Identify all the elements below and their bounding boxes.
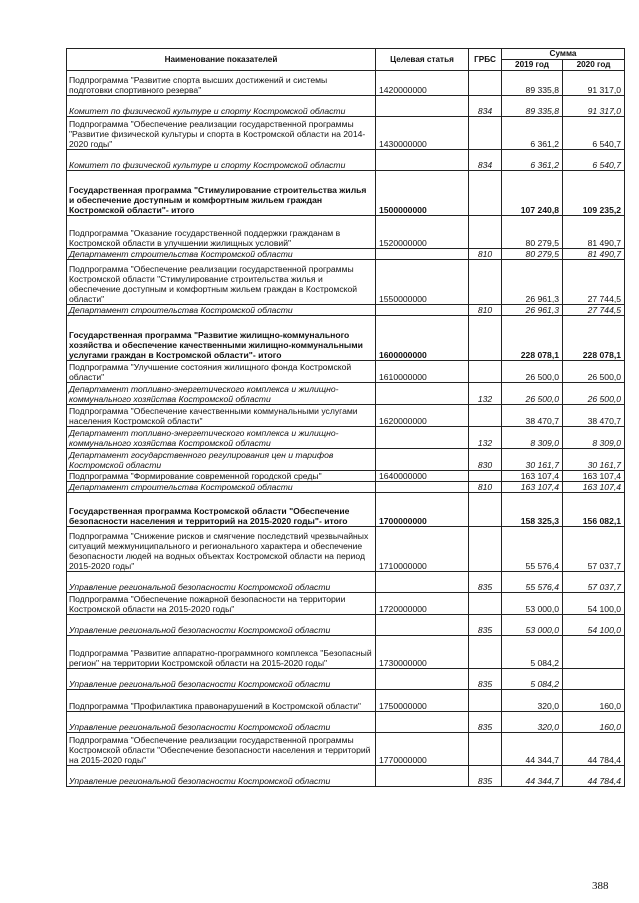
table-row bbox=[67, 316, 625, 361]
row-target-code-cell bbox=[376, 669, 469, 690]
row-target-code-cell: 1720000000 bbox=[376, 593, 469, 615]
header-target-article: Целевая статья bbox=[376, 49, 469, 71]
row-grbs-cell: 835 bbox=[469, 669, 502, 690]
row-sum-2020-cell: 44 784,4 bbox=[563, 733, 625, 766]
row-name-cell: Департамент топливно-энергетического комплекса и жилищно-коммунального хозяйства Костромской области bbox=[67, 427, 376, 449]
row-name-cell: Управление региональной безопасности Костромской области bbox=[67, 572, 376, 593]
row-name-cell: Управление региональной безопасности Костромской области bbox=[67, 712, 376, 733]
row-sum-2020-cell: 57 037,7 bbox=[563, 527, 625, 572]
row-sum-2019-cell: 26 500,0 bbox=[502, 361, 563, 383]
table-row bbox=[67, 471, 625, 482]
row-sum-2020-cell: 228 078,1 bbox=[563, 316, 625, 361]
row-name-cell: Государственная программа Костромской области "Обеспечение безопасности населения и территорий на 2015-2020 годы"- итого bbox=[67, 493, 376, 527]
row-name-cell: Департамент строительства Костромской области bbox=[67, 482, 376, 493]
row-name-cell: Управление региональной безопасности Костромской области bbox=[67, 615, 376, 636]
table-row bbox=[67, 305, 625, 316]
row-target-code-cell bbox=[376, 572, 469, 593]
row-grbs-cell: 132 bbox=[469, 427, 502, 449]
row-grbs-cell: 835 bbox=[469, 615, 502, 636]
row-sum-2019-cell: 30 161,7 bbox=[502, 449, 563, 471]
row-sum-2019-cell: 53 000,0 bbox=[502, 615, 563, 636]
row-grbs-cell bbox=[469, 527, 502, 572]
row-target-code-cell: 1420000000 bbox=[376, 71, 469, 96]
row-sum-2020-cell: 26 500,0 bbox=[563, 383, 625, 405]
row-target-code-cell: 1430000000 bbox=[376, 117, 469, 150]
row-sum-2019-cell: 107 240,8 bbox=[502, 171, 563, 216]
row-target-code-cell: 1700000000 bbox=[376, 493, 469, 527]
row-sum-2019-cell: 5 084,2 bbox=[502, 669, 563, 690]
row-name-cell: Подпрограмма "Обеспечение пожарной безопасности на территории Костромской области на 2015-2020 годы" bbox=[67, 593, 376, 615]
header-year-2019: 2019 год bbox=[502, 60, 563, 71]
header-sum: Сумма bbox=[502, 49, 625, 60]
row-sum-2019-cell: 163 107,4 bbox=[502, 482, 563, 493]
table-row bbox=[67, 171, 625, 216]
table-row bbox=[67, 249, 625, 260]
row-target-code-cell: 1620000000 bbox=[376, 405, 469, 427]
row-sum-2019-cell: 89 335,8 bbox=[502, 71, 563, 96]
row-grbs-cell: 835 bbox=[469, 572, 502, 593]
row-sum-2020-cell: 54 100,0 bbox=[563, 615, 625, 636]
row-grbs-cell: 810 bbox=[469, 305, 502, 316]
table-row bbox=[67, 572, 625, 593]
table-row bbox=[67, 615, 625, 636]
row-grbs-cell bbox=[469, 733, 502, 766]
row-sum-2020-cell bbox=[563, 669, 625, 690]
table-row bbox=[67, 361, 625, 383]
table-header bbox=[67, 49, 625, 71]
page-number: 388 bbox=[592, 880, 609, 892]
table-row bbox=[67, 733, 625, 766]
budget-table bbox=[66, 48, 625, 787]
row-target-code-cell bbox=[376, 427, 469, 449]
row-sum-2019-cell: 6 361,2 bbox=[502, 117, 563, 150]
row-grbs-cell bbox=[469, 117, 502, 150]
row-grbs-cell: 810 bbox=[469, 249, 502, 260]
row-sum-2019-cell: 6 361,2 bbox=[502, 150, 563, 171]
row-target-code-cell bbox=[376, 383, 469, 405]
header-grbs: ГРБС bbox=[469, 49, 502, 71]
table-row bbox=[67, 669, 625, 690]
row-target-code-cell: 1550000000 bbox=[376, 260, 469, 305]
row-grbs-cell bbox=[469, 71, 502, 96]
row-grbs-cell bbox=[469, 405, 502, 427]
table-row bbox=[67, 260, 625, 305]
row-target-code-cell bbox=[376, 615, 469, 636]
row-name-cell: Подпрограмма "Развитие спорта высших достижений и системы подготовки спортивного резерва" bbox=[67, 71, 376, 96]
row-name-cell: Подпрограмма "Оказание государственной поддержки гражданам в Костромской области в улучшении жилищных условий" bbox=[67, 216, 376, 249]
row-sum-2020-cell: 44 784,4 bbox=[563, 766, 625, 787]
row-target-code-cell: 1750000000 bbox=[376, 690, 469, 712]
row-sum-2020-cell: 27 744,5 bbox=[563, 305, 625, 316]
row-grbs-cell: 830 bbox=[469, 449, 502, 471]
row-grbs-cell: 810 bbox=[469, 482, 502, 493]
row-name-cell: Подпрограмма "Профилактика правонарушений в Костромской области" bbox=[67, 690, 376, 712]
row-sum-2019-cell: 320,0 bbox=[502, 712, 563, 733]
table-row bbox=[67, 482, 625, 493]
row-sum-2019-cell: 26 961,3 bbox=[502, 305, 563, 316]
row-name-cell: Комитет по физической культуре и спорту Костромской области bbox=[67, 96, 376, 117]
table-row bbox=[67, 593, 625, 615]
table-row bbox=[67, 216, 625, 249]
header-year-2020: 2020 год bbox=[563, 60, 625, 71]
row-target-code-cell bbox=[376, 449, 469, 471]
row-sum-2019-cell: 8 309,0 bbox=[502, 427, 563, 449]
table-row bbox=[67, 493, 625, 527]
table-body bbox=[67, 71, 625, 787]
row-name-cell: Управление региональной безопасности Костромской области bbox=[67, 766, 376, 787]
row-sum-2020-cell: 160,0 bbox=[563, 712, 625, 733]
row-grbs-cell bbox=[469, 636, 502, 669]
row-target-code-cell bbox=[376, 305, 469, 316]
row-sum-2019-cell: 53 000,0 bbox=[502, 593, 563, 615]
row-sum-2020-cell bbox=[563, 636, 625, 669]
table-row bbox=[67, 71, 625, 96]
row-name-cell: Подпрограмма "Обеспечение реализации государственной программы Костромской области "Стимулирование строительства жилья и обеспечение доступным и комфортным жильем граждан в Костромской области" bbox=[67, 260, 376, 305]
table-row bbox=[67, 449, 625, 471]
row-grbs-cell bbox=[469, 171, 502, 216]
row-grbs-cell bbox=[469, 361, 502, 383]
row-sum-2020-cell: 91 317,0 bbox=[563, 71, 625, 96]
row-name-cell: Департамент топливно-энергетического комплекса и жилищно-коммунального хозяйства Костромской области bbox=[67, 383, 376, 405]
row-sum-2020-cell: 109 235,2 bbox=[563, 171, 625, 216]
table-row bbox=[67, 405, 625, 427]
row-target-code-cell bbox=[376, 766, 469, 787]
table-row bbox=[67, 117, 625, 150]
row-target-code-cell bbox=[376, 249, 469, 260]
row-name-cell: Государственная программа "Развитие жилищно-коммунального хозяйства и обеспечение качественными жилищно-коммунальными услугами граждан в Костромской области"- итого bbox=[67, 316, 376, 361]
row-sum-2019-cell: 44 344,7 bbox=[502, 733, 563, 766]
row-sum-2020-cell: 8 309,0 bbox=[563, 427, 625, 449]
row-sum-2019-cell: 38 470,7 bbox=[502, 405, 563, 427]
budget-table-sheet bbox=[66, 48, 624, 787]
row-name-cell: Подпрограмма "Улучшение состояния жилищного фонда Костромской области" bbox=[67, 361, 376, 383]
row-sum-2019-cell: 80 279,5 bbox=[502, 249, 563, 260]
row-target-code-cell: 1730000000 bbox=[376, 636, 469, 669]
row-sum-2020-cell: 26 500,0 bbox=[563, 361, 625, 383]
row-sum-2020-cell: 163 107,4 bbox=[563, 482, 625, 493]
row-sum-2019-cell: 228 078,1 bbox=[502, 316, 563, 361]
row-target-code-cell bbox=[376, 96, 469, 117]
row-sum-2019-cell: 80 279,5 bbox=[502, 216, 563, 249]
row-sum-2020-cell: 54 100,0 bbox=[563, 593, 625, 615]
row-name-cell: Подпрограмма "Обеспечение реализации государственной программы Костромской области "Обеспечение безопасности населения и территорий на 2015-2020 годы" bbox=[67, 733, 376, 766]
table-row bbox=[67, 96, 625, 117]
row-name-cell: Подпрограмма "Развитие аппаратно-программного комплекса "Безопасный регион" на территории Костромской области на 2015-2020 годы" bbox=[67, 636, 376, 669]
table-row bbox=[67, 383, 625, 405]
row-sum-2020-cell: 6 540,7 bbox=[563, 150, 625, 171]
table-row bbox=[67, 150, 625, 171]
row-sum-2020-cell: 30 161,7 bbox=[563, 449, 625, 471]
row-grbs-cell bbox=[469, 493, 502, 527]
row-grbs-cell: 835 bbox=[469, 712, 502, 733]
row-sum-2020-cell: 27 744,5 bbox=[563, 260, 625, 305]
row-grbs-cell: 835 bbox=[469, 766, 502, 787]
row-name-cell: Подпрограмма "Снижение рисков и смягчение последствий чрезвычайных ситуаций межмуниципального и регионального характера и обеспечение безопасности людей на водных объектах Костромской области на период 2015-2020 годы" bbox=[67, 527, 376, 572]
row-grbs-cell bbox=[469, 690, 502, 712]
row-sum-2019-cell: 163 107,4 bbox=[502, 471, 563, 482]
row-grbs-cell: 834 bbox=[469, 96, 502, 117]
row-name-cell: Департамент государственного регулирования цен и тарифов Костромской области bbox=[67, 449, 376, 471]
row-target-code-cell bbox=[376, 482, 469, 493]
row-target-code-cell bbox=[376, 712, 469, 733]
row-name-cell: Подпрограмма "Обеспечение качественными коммунальными услугами населения Костромской области" bbox=[67, 405, 376, 427]
row-name-cell: Департамент строительства Костромской области bbox=[67, 249, 376, 260]
row-target-code-cell: 1520000000 bbox=[376, 216, 469, 249]
row-sum-2019-cell: 5 084,2 bbox=[502, 636, 563, 669]
row-sum-2020-cell: 91 317,0 bbox=[563, 96, 625, 117]
row-target-code-cell: 1640000000 bbox=[376, 471, 469, 482]
table-row bbox=[67, 527, 625, 572]
row-sum-2020-cell: 81 490,7 bbox=[563, 216, 625, 249]
row-sum-2020-cell: 38 470,7 bbox=[563, 405, 625, 427]
row-sum-2019-cell: 158 325,3 bbox=[502, 493, 563, 527]
row-target-code-cell: 1610000000 bbox=[376, 361, 469, 383]
row-sum-2019-cell: 26 500,0 bbox=[502, 383, 563, 405]
row-target-code-cell: 1600000000 bbox=[376, 316, 469, 361]
row-sum-2019-cell: 55 576,4 bbox=[502, 527, 563, 572]
row-grbs-cell bbox=[469, 260, 502, 305]
table-row bbox=[67, 690, 625, 712]
row-name-cell: Департамент строительства Костромской области bbox=[67, 305, 376, 316]
row-sum-2019-cell: 26 961,3 bbox=[502, 260, 563, 305]
row-name-cell: Государственная программа "Стимулирование строительства жилья и обеспечение доступным и комфортным жильем граждан Костромской области"- итого bbox=[67, 171, 376, 216]
table-row bbox=[67, 636, 625, 669]
row-sum-2020-cell: 6 540,7 bbox=[563, 117, 625, 150]
row-grbs-cell bbox=[469, 471, 502, 482]
row-grbs-cell: 132 bbox=[469, 383, 502, 405]
row-target-code-cell bbox=[376, 150, 469, 171]
row-target-code-cell: 1500000000 bbox=[376, 171, 469, 216]
table-row bbox=[67, 712, 625, 733]
table-row bbox=[67, 766, 625, 787]
table-row bbox=[67, 427, 625, 449]
row-name-cell: Подпрограмма "Обеспечение реализации государственной программы "Развитие физической культуры и спорта в Костромской области на 2014-2020 годы" bbox=[67, 117, 376, 150]
row-sum-2020-cell: 163 107,4 bbox=[563, 471, 625, 482]
row-grbs-cell bbox=[469, 593, 502, 615]
header-name: Наименование показателей bbox=[67, 49, 376, 71]
row-sum-2019-cell: 89 335,8 bbox=[502, 96, 563, 117]
row-sum-2019-cell: 55 576,4 bbox=[502, 572, 563, 593]
row-grbs-cell bbox=[469, 216, 502, 249]
row-sum-2020-cell: 160,0 bbox=[563, 690, 625, 712]
row-grbs-cell: 834 bbox=[469, 150, 502, 171]
row-sum-2020-cell: 81 490,7 bbox=[563, 249, 625, 260]
row-grbs-cell bbox=[469, 316, 502, 361]
row-name-cell: Подпрограмма "Формирование современной городской среды" bbox=[67, 471, 376, 482]
row-target-code-cell: 1770000000 bbox=[376, 733, 469, 766]
row-target-code-cell: 1710000000 bbox=[376, 527, 469, 572]
row-name-cell: Управление региональной безопасности Костромской области bbox=[67, 669, 376, 690]
row-sum-2019-cell: 44 344,7 bbox=[502, 766, 563, 787]
row-sum-2020-cell: 57 037,7 bbox=[563, 572, 625, 593]
row-sum-2019-cell: 320,0 bbox=[502, 690, 563, 712]
row-name-cell: Комитет по физической культуре и спорту Костромской области bbox=[67, 150, 376, 171]
row-sum-2020-cell: 156 082,1 bbox=[563, 493, 625, 527]
